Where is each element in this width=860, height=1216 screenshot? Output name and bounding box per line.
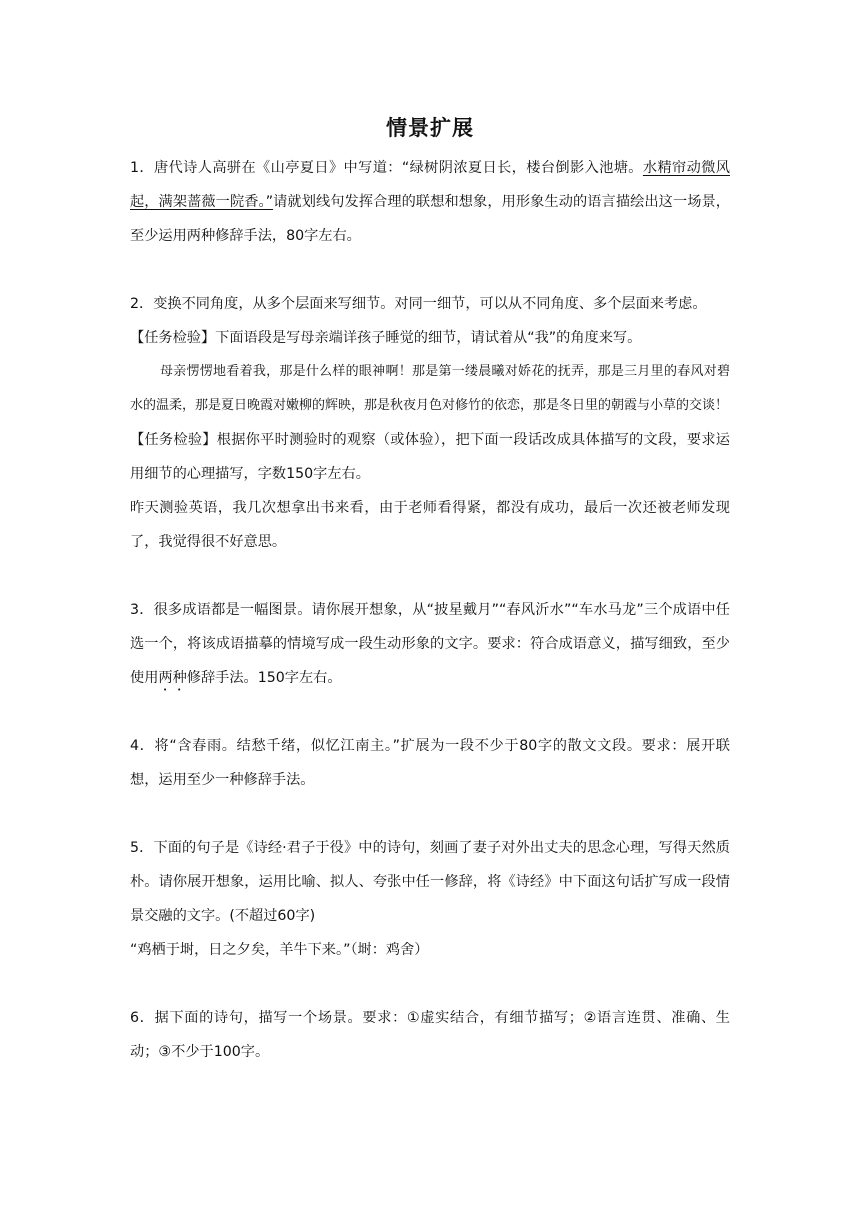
question-2-task-1: 【任务检验】下面语段是写母亲端详孩子睡觉的细节，请试着从“我”的角度来写。 <box>130 330 642 346</box>
question-2-passage: 昨天测验英语，我几次想拿出书来看，由于老师看得紧，都没有成功，最后一次还被老师发现了，我觉得很不好意思。 <box>130 500 730 550</box>
question-3-text-end: 修辞手法。150字左右。 <box>186 670 342 686</box>
question-1-instruction: 请就划线句发挥合理的联想和想象，用形象生动的语言描绘出这一场景，至少运用两种修辞手法，80字左右。 <box>130 194 730 244</box>
question-2-task-2: 【任务检验】根据你平时测验时的观察（或体验），把下面一段话改成具体描写的文段，要求运用细节的心理描写，字数150字左右。 <box>130 432 730 482</box>
circled-number-2: ② <box>582 1010 598 1026</box>
question-6-req-3: 不少于100字。 <box>171 1044 270 1060</box>
question-2-intro: 2．变换不同角度，从多个层面来写细节。对同一细节，可以从不同角度、多个层面来考虑。 <box>130 296 707 312</box>
spacer <box>130 695 730 729</box>
circled-number-1: ① <box>406 1010 421 1026</box>
question-3-emphasis: 两种 <box>158 670 187 686</box>
question-1-text: 1．唐代诗人高骈在《山亭夏日》中写道：“绿树阴浓夏日长，楼台倒影入池塘。 <box>130 160 643 176</box>
question-2-excerpt: 母亲愣愣地看着我，那是什么样的眼神啊！那是第一缕晨曦对娇花的抚弄，那是三月里的春风对碧水的温柔，那是夏日晚霞对嫩柳的辉映，那是秋夜月色对修竹的依恋，那是冬日里的朝霞与小草的交谈！ <box>130 364 730 413</box>
question-4: 4．将“含春雨。结愁千绪，似忆江南主。”扩展为一段不少于80字的散文文段。要求：展开联想，运用至少一种修辞手法。 <box>130 738 730 788</box>
page-title: 情景扩展 <box>386 116 474 140</box>
question-6-req-1: 虚实结合，有细节描写； <box>420 1010 583 1026</box>
question-6-req-2: 语言连贯、准确、生动； <box>130 1010 730 1060</box>
question-6-text: 6．据下面的诗句，描写一个场景。要求： <box>130 1010 407 1026</box>
question-5: 5．下面的句子是《诗经·君子于役》中的诗句，刻画了妻子对外出丈夫的思念心理，写得天然质朴。请你展开想象，运用比喻、拟人、夸张中任一修辞，将《诗经》中下面这句话扩写成一段情景交融的文字。(不超过60字) <box>130 840 730 924</box>
spacer <box>130 253 730 287</box>
question-5-quote: “鸡栖于埘，日之夕矣，羊牛下来。”（埘：鸡舍） <box>130 942 429 958</box>
question-3-text: 3．很多成语都是一幅图景。请你展开想象，从“披星戴月”“春风沂水”“车水马龙”三个成语中任选一个，将该成语描摹的情境写成一段生动形象的文字。要求：符合成语意义，描写细致，至少使用 <box>130 602 730 686</box>
circled-number-3: ③ <box>158 1044 172 1060</box>
question-3 <box>130 593 730 695</box>
document-body <box>130 151 730 1069</box>
spacer <box>130 797 730 831</box>
question-1-underlined-lines: 水精帘动微风起，满架蔷薇一院香。” <box>130 160 730 210</box>
spacer <box>130 559 730 593</box>
question-1 <box>130 151 730 253</box>
question-6 <box>130 1001 730 1069</box>
spacer <box>130 967 730 1001</box>
